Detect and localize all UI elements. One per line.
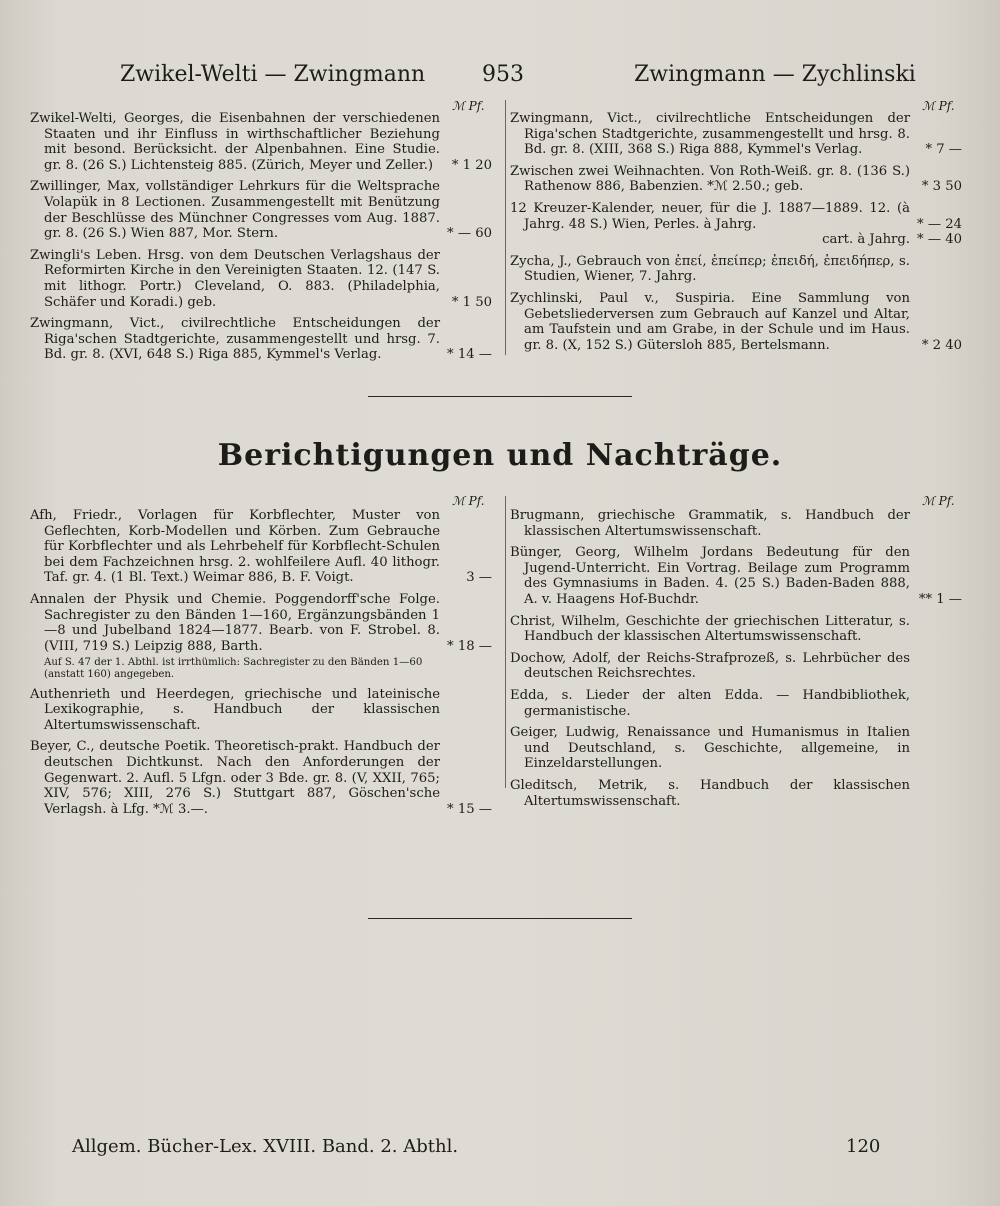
entry-text: Zwillinger, Max, vollständiger Lehrkurs für die Weltsprache Volapük in 8 Lectionen. Zusammengestellt mit Benützung der Beschlüsse des Münchner Congresses vom Aug. 1887. gr. 8. (26 S.) Wien 887, Mor. Stern. — [30, 179, 440, 242]
bottom-right-column — [510, 508, 962, 815]
entry-price: 3 — — [466, 570, 492, 586]
catalog-entry — [510, 545, 962, 607]
catalog-entry — [30, 508, 492, 586]
entry-price: * 1 50 — [451, 294, 492, 310]
entry-text: Annalen der Physik und Chemie. Poggendorff'sche Folge. Sachregister zu den Bänden 1—160, Ergänzungsbänden 1—8 und Jubelband 1824—1877. Bearb. von F. Strobel. 8. (VIII, 719 S.) Leipzig 888, Barth. — [30, 591, 440, 654]
section-rule — [368, 396, 632, 397]
price-header-top-left: ℳ Pf. — [452, 99, 485, 113]
entry-text: Gleditsch, Metrik, s. Handbuch der klassischen Altertumswissenschaft. — [510, 777, 910, 809]
entry-text: Bünger, Georg, Wilhelm Jordans Bedeutung für den Jugend-Unterricht. Ein Vortrag. Beilage zum Programm des Gymnasiums in Baden. 4. (25 S.) Baden-Baden 888, A. v. Haagens Hof-Buchdr. — [510, 545, 910, 607]
entry-text: Brugmann, griechische Grammatik, s. Handbuch der klassischen Altertumswissenschaft. — [510, 508, 910, 539]
section-title: Berichtigungen und Nachträge. — [217, 438, 783, 473]
footer-page-number: 120 — [846, 1136, 881, 1157]
entry-text: Afh, Friedr., Vorlagen für Korbflechter, Muster von Geflechten, Korb-Modellen und Körben. Zum Gebrauche für Korbflechter und als Lehrbehelf für Korbflecht-Schulen bei dem Fachzeichnen hrsg. 2. wohlfeilere Aufl. 40 lithogr. Taf. gr. 4. (1 Bl. Text.) Weimar 886, B. F. Voigt. — [30, 508, 440, 586]
entry-text: Zychlinski, Paul v., Suspiria. Eine Sammlung von Gebetsliederversen zum Gebrauch auf Kanzel und Altar, am Taufstein und am Grabe, in der Schule und im Haus. gr. 8. (X, 152 S.) Gütersloh 885, Bertelsmann. — [510, 290, 910, 353]
entry-price: * — 24 — [917, 216, 962, 232]
entry-price: * 15 — — [447, 801, 492, 817]
entry-price: * 7 — — [925, 142, 962, 158]
entry-note — [30, 657, 440, 680]
catalog-entry — [510, 200, 962, 232]
entry-text: 12 Kreuzer-Kalender, neuer, für die J. 1887—1889. 12. (à Jahrg. 48 S.) Wien, Perles. à Jahrg. — [510, 200, 910, 232]
entry-price: * — 60 — [447, 226, 492, 242]
page-number: 953 — [482, 62, 524, 87]
entry-text: Edda, s. Lieder der alten Edda. — Handbibliothek, germanistische. — [510, 687, 910, 719]
catalog-entry — [510, 254, 910, 285]
catalog-entry — [510, 725, 910, 772]
entry-text: Zwingmann, Vict., civilrechtliche Entscheidungen der Riga'schen Stadtgerichte, zusammengestellt und hrsg. 8. Bd. gr. 8. (XIII, 368 S.) Riga 888, Kymmel's Verlag. — [510, 111, 910, 158]
entry-price: * — 40 — [917, 232, 962, 248]
entry-text: Auf S. 47 der 1. Abthl. ist irrthümlich: Sachregister zu den Bänden 1—60 (anstatt 160) angegeben. — [44, 657, 423, 680]
catalog-entry — [510, 688, 910, 719]
entry-text: Zycha, J., Gebrauch von ἐπεί, ἐπείπερ; ἐπειδή, ἐπειδήπερ, s. Studien, Wiener, 7. Jahrg. — [510, 253, 910, 285]
catalog-entry — [510, 232, 962, 248]
running-header — [0, 62, 1000, 98]
footer-volume: Allgem. Bücher-Lex. XVIII. Band. 2. Abthl. — [72, 1136, 459, 1157]
entry-text: cart. à Jahrg. — [822, 232, 910, 248]
entry-text: Zwingli's Leben. Hrsg. von dem Deutschen Verlagshaus der Reformirten Kirche in den Vereinigten Staaten. 12. (147 S. mit lithogr. Portr.) Cleveland, O. 883. (Philadelphia, Schäfer und Koradi.) geb. — [30, 247, 440, 310]
catalog-entry — [30, 591, 492, 654]
entry-text: Authenrieth und Heerdegen, griechische und lateinische Lexikographie, s. Handbuch der klassischen Altertumswissenschaft. — [30, 686, 440, 733]
catalog-entry — [30, 739, 492, 817]
catalog-entry — [510, 290, 962, 353]
entry-text: Geiger, Ludwig, Renaissance und Humanismus in Italien und Deutschland, s. Geschichte, allgemeine, in Einzeldarstellungen. — [510, 725, 910, 772]
column-divider — [505, 100, 506, 355]
entry-price: ** 1 — — [918, 591, 962, 607]
catalog-entry — [30, 687, 440, 734]
end-rule — [368, 918, 632, 919]
price-header-bottom-left: ℳ Pf. — [452, 494, 485, 508]
catalog-entry — [510, 614, 910, 645]
top-right-column — [510, 111, 962, 359]
catalog-entry — [510, 163, 962, 195]
entry-text: Dochow, Adolf, der Reichs-Strafprozeß, s. Lehrbücher des deutschen Reichsrechtes. — [510, 650, 910, 682]
bottom-left-column — [30, 508, 492, 823]
entry-text: Zwikel-Welti, Georges, die Eisenbahnen der verschiedenen Staaten und ihr Einfluss in wirthschaftlicher Beziehung mit besond. Berücksicht. der Alpenbahnen. Eine Studie. gr. 8. (26 S.) Lichtensteig 885. (Zürich, Meyer und Zeller.) — [30, 111, 440, 173]
entry-price: * 3 50 — [921, 179, 962, 195]
entry-price: * 1 20 — [451, 157, 492, 173]
price-header-bottom-right: ℳ Pf. — [922, 494, 955, 508]
catalog-entry — [30, 247, 492, 310]
catalog-entry — [30, 111, 492, 173]
catalog-entry — [510, 778, 910, 809]
entry-price: * 14 — — [447, 347, 492, 363]
entry-text: Zwingmann, Vict., civilrechtliche Entscheidungen der Riga'schen Stadtgerichte, zusammengestellt und hrsg. 7. Bd. gr. 8. (XVI, 648 S.) Riga 885, Kymmel's Verlag. — [30, 316, 440, 363]
catalog-entry — [510, 651, 910, 682]
entry-price: * 18 — — [447, 638, 492, 654]
column-divider-bottom — [505, 496, 506, 788]
entry-text: Beyer, C., deutsche Poetik. Theoretisch-prakt. Handbuch der deutschen Dichtkunst. Nach den Anforderungen der Gegenwart. 2. Aufl. 5 Lfgn. oder 3 Bde. gr. 8. (V, XXII, 765; XIV, 576; XIII, 276 S.) Stuttgart 887, Göschen'sche Verlagsh. à Lfg. *ℳ 3.—. — [30, 739, 440, 817]
header-left: Zwikel-Welti — Zwingmann — [120, 62, 426, 87]
catalog-entry — [510, 508, 910, 539]
entry-text: Zwischen zwei Weihnachten. Von Roth-Weiß. gr. 8. (136 S.) Rathenow 886, Babenzien. *ℳ 2.50.; geb. — [510, 163, 910, 195]
top-left-column — [30, 111, 492, 369]
header-right: Zwingmann — Zychlinski — [634, 62, 916, 87]
entry-price: * 2 40 — [921, 337, 962, 353]
catalog-entry — [30, 179, 492, 242]
catalog-entry — [30, 316, 492, 363]
catalog-entry — [510, 111, 962, 158]
price-header-top-right: ℳ Pf. — [922, 99, 955, 113]
entry-text: Christ, Wilhelm, Geschichte der griechischen Litteratur, s. Handbuch der klassischen Altertumswissenschaft. — [510, 613, 910, 645]
